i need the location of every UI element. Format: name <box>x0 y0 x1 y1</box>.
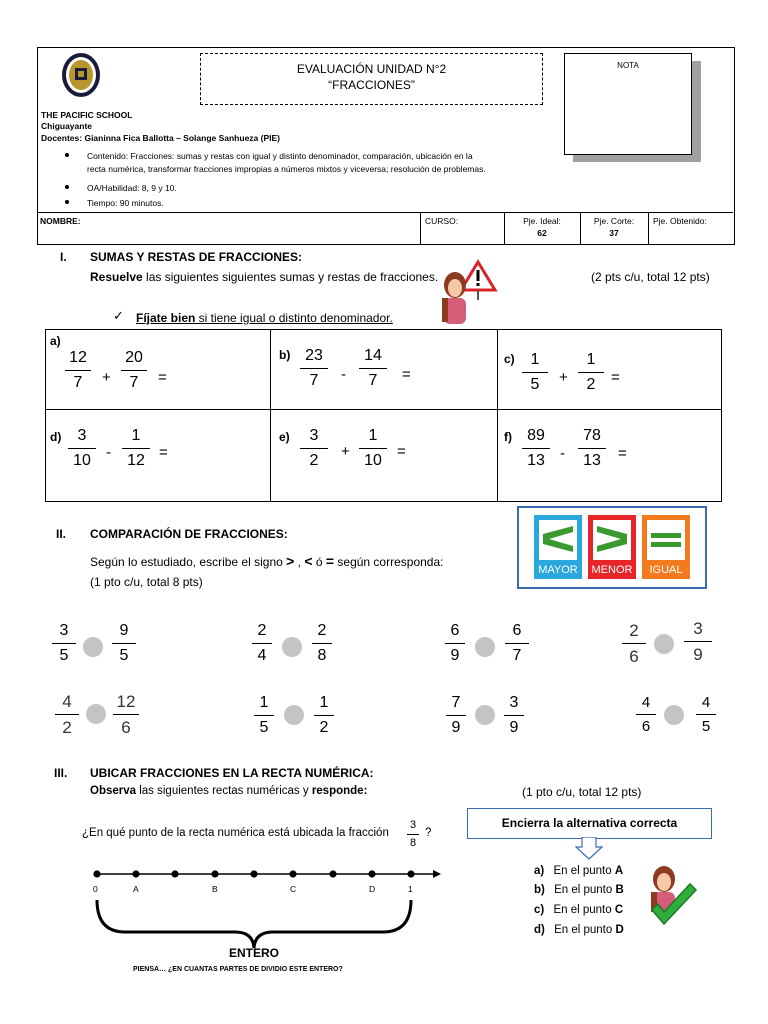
crocodile-mayor-icon <box>539 520 577 560</box>
exercise-f-frac1 <box>522 428 550 469</box>
exercise-c-frac1 <box>522 352 548 393</box>
compare-2-right-bar <box>312 643 332 644</box>
nombre-field[interactable] <box>37 213 421 244</box>
exercise-a-bar2 <box>121 370 147 371</box>
compare-1-right-bar <box>112 643 136 644</box>
eq-sign: = <box>325 553 335 569</box>
compare-8-left <box>636 695 656 734</box>
exercise-c-d2: 2 <box>586 376 596 393</box>
exercise-f-d1: 13 <box>527 452 545 469</box>
compare-5-right <box>113 693 139 736</box>
exercise-c-eq: = <box>611 369 620 386</box>
section2-instr-a: Según lo estudiado, escribe el signo <box>90 555 287 569</box>
compare-1-left-d: 5 <box>59 647 69 664</box>
exercise-f-d2: 13 <box>583 452 601 469</box>
brace-label: ENTERO <box>229 946 280 960</box>
number-line-label-d: D <box>369 884 376 894</box>
exercise-b-bar1 <box>300 368 328 369</box>
section1-instruction <box>90 270 438 284</box>
crocodile-igual-icon <box>647 520 685 560</box>
compare-6-right-n: 1 <box>319 694 329 711</box>
compare-2-left-d: 4 <box>257 647 267 664</box>
section3-instruction <box>90 785 367 797</box>
exercise-d-bar1 <box>68 448 96 449</box>
compare-2-right <box>312 623 332 664</box>
exercise-b-op: - <box>341 366 346 383</box>
option-d[interactable] <box>534 924 624 936</box>
compare-8-right-n: 4 <box>701 694 711 711</box>
compare-1-right-n: 9 <box>119 622 129 639</box>
compare-pair-7[interactable] <box>446 695 546 751</box>
exercise-b-d2: 7 <box>368 372 378 389</box>
compare-5-right-bar <box>113 714 139 715</box>
number-line-label-a: A <box>133 884 139 894</box>
section1-instr-bold: Resuelve <box>90 270 143 284</box>
exercise-f-frac2 <box>578 428 606 469</box>
compare-1-left-n: 3 <box>59 622 69 639</box>
exercise-f-n2: 78 <box>583 427 601 444</box>
legend-igual-inner <box>647 520 685 560</box>
compare-5-left-d: 2 <box>62 718 72 737</box>
section3-points: (1 pto c/u, total 12 pts) <box>522 785 642 799</box>
exercise-a-frac1 <box>65 350 91 391</box>
compare-4-right-d: 9 <box>693 645 703 664</box>
section1-check-icon: ✓ <box>113 308 124 323</box>
bullet-dot-3 <box>65 200 69 204</box>
exercise-b-n1: 23 <box>305 347 323 364</box>
exercise-e[interactable] <box>271 410 497 500</box>
compare-8-left-n: 4 <box>641 694 651 711</box>
section2-points: (1 pto c/u, total 8 pts) <box>90 575 203 589</box>
school-city: Chiguayante <box>41 121 93 131</box>
corte-field <box>580 213 649 244</box>
exercise-d-op: - <box>106 444 111 461</box>
compare-7-left-d: 9 <box>451 719 461 736</box>
exercise-d-d2: 12 <box>127 452 145 469</box>
compare-6-right-d: 2 <box>319 719 329 736</box>
bullet-oa: OA/Habilidad: 8, 9 y 10. <box>87 183 177 193</box>
compare-1-right <box>112 623 136 664</box>
exercise-e-bar2 <box>359 448 387 449</box>
compare-6-right <box>314 695 334 736</box>
section1-points: (2 pts c/u, total 12 pts) <box>591 270 710 284</box>
compare-3-left-d: 9 <box>450 647 460 664</box>
compare-4-answer-dot[interactable] <box>654 634 674 654</box>
compare-3-right-d: 7 <box>512 647 522 664</box>
exercise-d-frac2 <box>122 428 150 469</box>
exercise-c-label: c) <box>504 352 515 366</box>
option-a-text: En el punto <box>553 865 615 877</box>
legend-menor-card <box>588 515 636 579</box>
option-b[interactable] <box>534 884 624 896</box>
exercise-f-label: f) <box>504 430 512 444</box>
compare-2-right-n: 2 <box>317 622 327 639</box>
compare-2-left-bar <box>252 643 272 644</box>
bullet-dot-2 <box>65 185 69 189</box>
compare-2-answer-dot[interactable] <box>282 637 302 657</box>
lt-sign: < <box>304 553 313 569</box>
compare-7-right-bar <box>504 715 524 716</box>
exercise-e-n1: 3 <box>309 427 319 444</box>
exercise-c-n1: 1 <box>530 351 540 368</box>
compare-7-right <box>504 695 524 736</box>
compare-3-right <box>505 623 529 664</box>
info-row <box>37 212 733 244</box>
exercise-a-eq: = <box>158 369 167 386</box>
hint-text: PIENSA… ¿EN CUANTAS PARTES DE DIVIDIO ESTE ENTERO? <box>133 966 343 973</box>
option-c-letter: c) <box>534 904 545 916</box>
number-line-label-1: 1 <box>408 884 413 894</box>
compare-1-left-bar <box>52 643 76 644</box>
compare-pair-3[interactable] <box>445 623 545 679</box>
teachers-line: Docentes: Gianinna Fica Ballotta – Solange Sanhueza (PIE) <box>41 133 280 143</box>
compare-8-right-bar <box>696 714 716 715</box>
ideal-label: Pje. Ideal: <box>523 216 561 226</box>
exercise-b[interactable] <box>271 330 497 409</box>
exercise-b-frac1 <box>300 348 328 389</box>
section3-numeral: III. <box>54 766 68 780</box>
section1-instr-rest: las siguientes siguientes sumas y restas de fracciones. <box>142 270 439 284</box>
bullet-dot-1 <box>65 153 69 157</box>
exercise-d-label: d) <box>50 430 62 444</box>
exercise-e-bar1 <box>300 448 328 449</box>
obtenido-field[interactable] <box>648 213 733 244</box>
option-c[interactable] <box>534 904 623 916</box>
exercise-b-eq: = <box>402 366 411 383</box>
exercise-e-label: e) <box>279 430 290 444</box>
exercise-a-d1: 7 <box>73 374 83 391</box>
exercise-d-d1: 10 <box>73 452 91 469</box>
comparison-legend <box>517 506 707 589</box>
question-frac-d: 8 <box>409 837 417 849</box>
answer-instruction-label: Encierra la alternativa correcta <box>501 816 678 830</box>
compare-3-left-n: 6 <box>450 622 460 639</box>
bullet-content-1: Contenido: Fracciones: sumas y restas con igual y distinto denominador, comparación, ubicación en la <box>87 151 473 161</box>
legend-menor-label: MENOR <box>591 564 633 576</box>
section1-tip <box>136 311 393 325</box>
nombre-label: NOMBRE: <box>40 216 81 226</box>
ideal-field <box>504 213 581 244</box>
exercise-d-bar2 <box>122 448 150 449</box>
exercise-e-frac1 <box>300 428 328 469</box>
compare-5-answer-dot[interactable] <box>86 704 106 724</box>
option-a-point: A <box>614 865 624 877</box>
number-line-label-c: C <box>290 884 297 894</box>
compare-pair-1[interactable] <box>52 623 152 679</box>
exercise-a-n2: 20 <box>125 349 143 366</box>
compare-1-answer-dot[interactable] <box>83 637 103 657</box>
compare-2-right-d: 8 <box>317 647 327 664</box>
exercise-c-d1: 5 <box>530 376 540 393</box>
option-c-point: C <box>614 904 624 916</box>
compare-1-left <box>52 623 76 664</box>
option-b-letter: b) <box>534 884 545 896</box>
number-line <box>85 860 445 960</box>
option-b-point: B <box>615 884 624 896</box>
school-name: THE PACIFIC SCHOOL <box>41 110 133 120</box>
option-d-letter: d) <box>534 924 545 936</box>
compare-6-left-bar <box>254 715 274 716</box>
compare-1-right-d: 5 <box>119 647 129 664</box>
section1-title: SUMAS Y RESTAS DE FRACCIONES: <box>90 250 303 264</box>
compare-6-left <box>254 695 274 736</box>
compare-pair-2[interactable] <box>252 623 352 679</box>
legend-mayor-inner <box>539 520 577 560</box>
compare-7-right-d: 9 <box>509 719 519 736</box>
compare-3-answer-dot[interactable] <box>475 637 495 657</box>
teacher-warning-illustration <box>438 258 498 328</box>
legend-menor-inner <box>593 520 631 560</box>
legend-mayor-label: MAYOR <box>538 564 578 576</box>
exercise-a-frac2 <box>121 350 147 391</box>
exercise-a-d2: 7 <box>129 374 139 391</box>
option-d-text: En el punto <box>554 924 616 936</box>
exercise-c-bar1 <box>522 372 548 373</box>
school-crest-logo <box>61 52 101 98</box>
question-frac-n: 3 <box>409 819 417 831</box>
exercise-b-bar2 <box>359 368 387 369</box>
teacher-checkmark-illustration <box>640 862 702 934</box>
compare-5-left-bar <box>55 714 79 715</box>
crocodile-menor-icon <box>593 520 631 560</box>
exercise-e-eq: = <box>397 443 406 460</box>
exercise-f-bar2 <box>578 448 606 449</box>
exercise-c-op: + <box>559 369 568 386</box>
compare-3-left-bar <box>445 643 465 644</box>
exercise-e-n2: 1 <box>368 427 378 444</box>
section2-instr-b: según corresponda: <box>334 555 444 569</box>
section3-question-end: ? <box>425 827 432 839</box>
compare-5-right-n: 12 <box>116 692 136 711</box>
section3-instr-mid: las siguientes rectas numéricas y <box>136 785 312 797</box>
exercise-e-d2: 10 <box>364 452 382 469</box>
compare-4-right-n: 3 <box>693 619 703 638</box>
compare-pair-4[interactable] <box>622 620 722 676</box>
section3-instr-bold2: responde: <box>311 785 368 797</box>
compare-4-left-n: 2 <box>629 621 639 640</box>
exercise-b-frac2 <box>359 348 387 389</box>
option-a-letter: a) <box>534 865 545 877</box>
section1-tip-bold: Fíjate bien <box>136 311 196 325</box>
compare-7-left-bar <box>446 715 466 716</box>
exercise-d-eq: = <box>159 444 168 461</box>
exam-title: EVALUACIÓN UNIDAD N°2 <box>296 62 447 76</box>
bullet-content-2: recta numérica, transformar fracciones impropias a números mixtos y viceversa; resolución de problemas. <box>87 164 486 174</box>
exercise-d-n2: 1 <box>131 427 141 444</box>
section2-sep1: , <box>294 555 305 569</box>
exercise-f-bar1 <box>522 448 550 449</box>
section3-title: UBICAR FRACCIONES EN LA RECTA NUMÉRICA: <box>90 766 374 780</box>
question-frac-bar <box>407 834 419 835</box>
compare-8-right <box>696 695 716 734</box>
exercise-d-frac1 <box>68 428 96 469</box>
curso-field[interactable] <box>420 213 505 244</box>
exercise-e-d1: 2 <box>309 452 319 469</box>
exercise-f-eq: = <box>618 445 627 462</box>
option-c-text: En el punto <box>553 904 615 916</box>
ideal-value: 62 <box>537 228 547 238</box>
exercise-c-n2: 1 <box>586 351 596 368</box>
compare-3-right-bar <box>505 643 529 644</box>
compare-5-left-n: 4 <box>62 692 72 711</box>
compare-4-left <box>622 622 646 665</box>
exercise-a[interactable] <box>46 330 270 409</box>
compare-6-left-d: 5 <box>259 719 269 736</box>
compare-6-right-bar <box>314 715 334 716</box>
compare-8-left-d: 6 <box>641 718 651 735</box>
option-a[interactable] <box>534 865 623 877</box>
exam-subtitle: “FRACCIONES” <box>328 78 415 92</box>
obtenido-label: Pje. Obtenido: <box>653 216 707 226</box>
legend-igual-label: IGUAL <box>649 564 683 576</box>
exercise-f-n1: 89 <box>527 427 545 444</box>
compare-8-answer-dot[interactable] <box>664 705 684 725</box>
section1-tip-rest: si tiene igual o distinto denominador. <box>195 311 393 325</box>
compare-3-left <box>445 623 465 664</box>
section2-numeral: II. <box>56 527 67 541</box>
option-d-point: D <box>615 924 624 936</box>
corte-label: Pje. Corte: <box>593 216 635 226</box>
compare-5-right-d: 6 <box>121 718 131 737</box>
compare-pair-8[interactable] <box>636 695 736 751</box>
legend-igual-card <box>642 515 690 579</box>
compare-5-left <box>55 693 79 736</box>
compare-2-left-n: 2 <box>257 622 267 639</box>
compare-6-answer-dot[interactable] <box>284 705 304 725</box>
exercise-a-op: + <box>102 369 111 386</box>
compare-7-right-n: 3 <box>509 694 519 711</box>
compare-3-right-n: 6 <box>512 622 522 639</box>
corte-value: 37 <box>609 228 619 238</box>
curso-label: CURSO: <box>425 216 459 226</box>
compare-7-left <box>446 695 466 736</box>
option-b-text: En el punto <box>554 884 616 896</box>
compare-8-right-d: 5 <box>701 718 711 735</box>
exercise-f-op: - <box>560 445 565 462</box>
legend-mayor-card <box>534 515 582 579</box>
exercise-c-bar2 <box>578 372 604 373</box>
bullet-time: Tiempo: 90 minutos. <box>87 198 164 208</box>
number-line-label-0: 0 <box>93 884 98 894</box>
compare-8-left-bar <box>636 714 656 715</box>
number-line-label-b: B <box>212 884 218 894</box>
exam-title-box <box>200 53 543 105</box>
exercise-e-frac2 <box>359 428 387 469</box>
down-arrow-icon <box>575 837 603 861</box>
compare-4-left-bar <box>622 643 646 644</box>
exercise-f[interactable] <box>498 410 720 500</box>
compare-pair-5[interactable] <box>55 693 155 749</box>
compare-2-left <box>252 623 272 664</box>
compare-4-left-d: 6 <box>629 647 639 666</box>
exercise-b-d1: 7 <box>309 372 319 389</box>
section3-question: ¿En qué punto de la recta numérica está ubicada la fracción <box>82 827 389 839</box>
answer-instruction-box <box>467 808 712 839</box>
exercise-a-n1: 12 <box>69 349 87 366</box>
exercise-a-bar1 <box>65 370 91 371</box>
exercise-e-op: + <box>341 443 350 460</box>
section1-numeral: I. <box>60 250 67 264</box>
exercise-a-label: a) <box>50 334 61 348</box>
section3-instr-bold1: Observa <box>90 785 137 797</box>
compare-6-left-n: 1 <box>259 694 269 711</box>
gt-sign: > <box>286 553 295 569</box>
exercise-b-label: b) <box>279 348 291 362</box>
compare-7-left-n: 7 <box>451 694 461 711</box>
exercise-b-n2: 14 <box>364 347 382 364</box>
exercise-d-n1: 3 <box>77 427 87 444</box>
section3-question-fraction <box>407 820 419 849</box>
nota-label: NOTA <box>617 61 639 70</box>
section2-instr-o: ó <box>312 555 326 569</box>
compare-pair-6[interactable] <box>254 695 354 751</box>
exercise-c-frac2 <box>578 352 604 393</box>
section2-instruction <box>90 553 443 569</box>
nota-box[interactable] <box>564 53 692 155</box>
exercise-c[interactable] <box>498 330 720 409</box>
exercise-d[interactable] <box>46 410 270 500</box>
section2-title: COMPARACIÓN DE FRACCIONES: <box>90 527 288 541</box>
compare-7-answer-dot[interactable] <box>475 705 495 725</box>
compare-4-right-bar <box>684 641 712 642</box>
compare-4-right <box>684 620 712 663</box>
